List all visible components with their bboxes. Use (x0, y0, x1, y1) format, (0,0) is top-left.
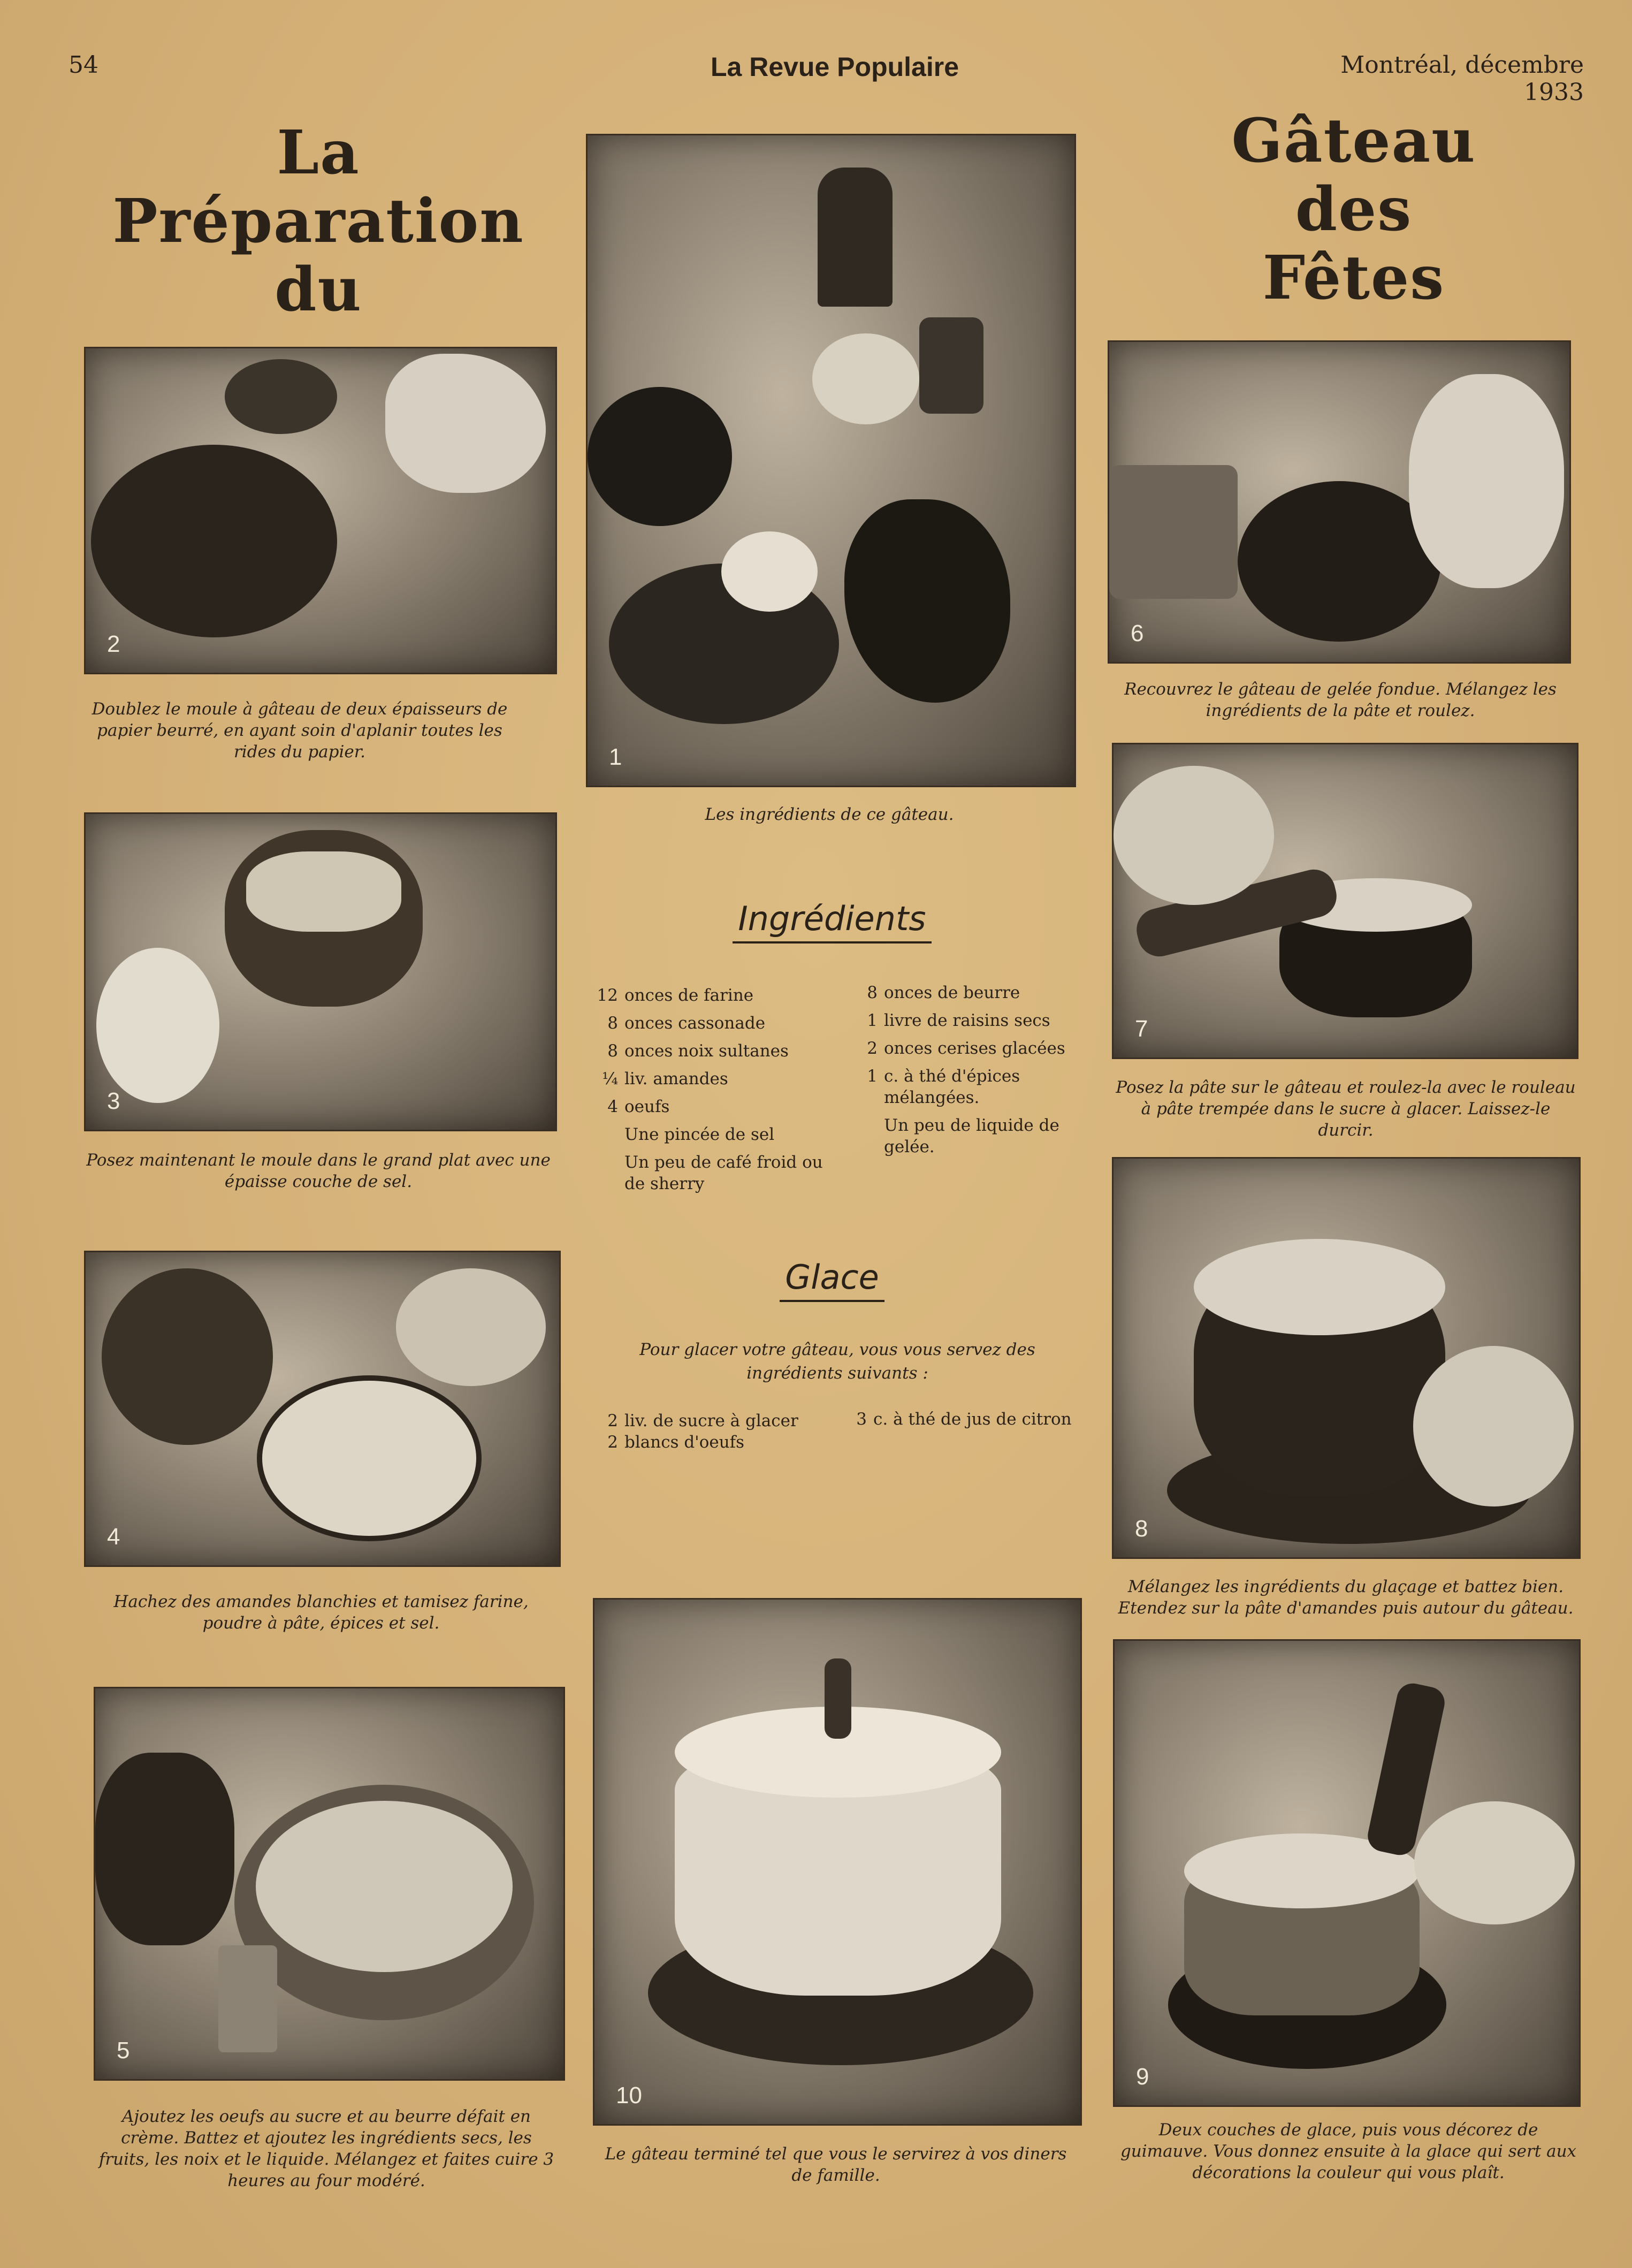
ingredient-qty: 1 (867, 1067, 878, 1086)
ingredient-row (591, 1096, 848, 1117)
dateline: Montréal, décembre 1933 (1340, 51, 1584, 106)
ingredient-qty: 1 (867, 1011, 878, 1030)
photo-number: 1 (609, 744, 622, 770)
ingredient-text: onces noix sultanes (624, 1041, 789, 1061)
ingredient-qty: 2 (867, 1039, 878, 1058)
ingredient-text: c. à thé d'épices mélangées. (884, 1067, 1020, 1107)
ingredient-row (591, 1124, 848, 1145)
ingredient-row (591, 1040, 848, 1062)
title-right-line: des (1295, 174, 1413, 245)
ingredient-row (851, 982, 1081, 1003)
ingredient-row (851, 1115, 1081, 1158)
photo-number: 9 (1136, 2064, 1149, 2090)
photo-step-7 (1112, 743, 1578, 1059)
ingredient-row (851, 1038, 1081, 1059)
caption-photo-7: Posez la pâte sur le gâteau et roulez-la avec le rouleau à pâte trempée dans le sucre à glacer. Laissez-le durcir. (1116, 1078, 1576, 1140)
photo-step-6 (1108, 340, 1571, 664)
title-left-line: La (277, 118, 360, 188)
photo-number: 7 (1135, 1016, 1148, 1042)
ingredient-qty: 3 (856, 1410, 867, 1429)
photo-number: 5 (117, 2037, 130, 2064)
photo-number: 4 (107, 1524, 120, 1550)
photo-ingredients (586, 134, 1076, 787)
ingredient-text: oeufs (624, 1097, 670, 1116)
photo-number: 6 (1131, 620, 1144, 646)
ingredient-qty (591, 1124, 624, 1145)
photo-step-8 (1112, 1157, 1581, 1559)
title-left-line: Préparation (112, 186, 524, 256)
title-right-line: Gâteau (1231, 106, 1476, 176)
ingredient-text: Un peu de café froid ou de sherry (624, 1153, 823, 1193)
photo-number: 10 (616, 2082, 642, 2109)
ingredient-row (591, 1013, 848, 1034)
ingredient-text: onces cerises glacées (884, 1039, 1065, 1058)
ingredient-qty: 8 (607, 1014, 618, 1033)
photo-step-5 (94, 1687, 565, 2081)
page-number: 54 (68, 51, 98, 79)
ingredient-row (591, 1410, 848, 1432)
ingredient-qty (591, 1152, 624, 1194)
ingredient-row (591, 1432, 848, 1453)
photo-step-2 (84, 347, 557, 674)
title-left-line: du (274, 255, 362, 325)
caption-photo-1: Les ingrédients de ce gâteau. (705, 805, 954, 824)
ingredient-text: Une pincée de sel (624, 1125, 775, 1144)
ingredient-qty: 8 (607, 1041, 618, 1061)
ingredient-row (851, 1065, 1081, 1108)
photo-number: 3 (107, 1088, 120, 1114)
ingredient-text: livre de raisins secs (884, 1011, 1050, 1030)
ingredient-row (591, 985, 848, 1006)
ingredient-row (591, 1152, 848, 1194)
photo-step-3 (84, 812, 557, 1131)
glace-heading-text: Glace (780, 1258, 884, 1302)
ingredient-qty: 12 (597, 986, 618, 1005)
title-right-line: Fêtes (1262, 243, 1445, 313)
photo-number: 2 (107, 631, 120, 657)
ingredient-qty: 2 (607, 1411, 618, 1430)
ingredients-heading (639, 899, 1025, 938)
ingredient-qty: 8 (867, 983, 878, 1002)
ingredients-list-left (591, 985, 848, 1201)
caption-photo-4: Hachez des amandes blanchies et tamisez farine, poudre à pâte, épices et sel. (113, 1592, 529, 1633)
ingredient-text: c. à thé de jus de citron (873, 1410, 1072, 1429)
photo-step-4 (84, 1251, 561, 1567)
glace-intro: Pour glacer votre gâteau, vous vous servez des ingrédients suivants : (639, 1340, 1035, 1383)
caption-photo-8: Mélangez les ingrédients du glaçage et battez bien. Etendez sur la pâte d'amandes puis autour du gâteau. (1118, 1577, 1574, 1618)
ingredients-list-right (851, 982, 1081, 1164)
ingredient-text: onces de beurre (884, 983, 1020, 1002)
glace-heading (639, 1258, 1025, 1297)
caption-photo-6: Recouvrez le gâteau de gelée fondue. Mélangez les ingrédients de la pâte et roulez. (1124, 680, 1557, 720)
glace-list-right (840, 1409, 1076, 1436)
title-right (1113, 107, 1595, 313)
ingredient-text: liv. de sucre à glacer (624, 1411, 798, 1430)
ingredient-text: blancs d'oeufs (624, 1433, 745, 1452)
ingredients-heading-text: Ingrédients (733, 899, 931, 943)
ingredient-text: Un peu de liquide de gelée. (884, 1116, 1059, 1156)
caption-photo-9: Deux couches de glace, puis vous décorez de guimauve. Vous donnez ensuite à la glace qui sert aux décorations la couleur qui vous plaît. (1120, 2120, 1577, 2182)
ingredient-row (840, 1409, 1076, 1430)
photo-number: 8 (1135, 1516, 1148, 1542)
ingredient-qty: 4 (607, 1097, 618, 1116)
ingredient-text: onces de farine (624, 986, 754, 1005)
ingredient-text: onces cassonade (624, 1014, 766, 1033)
photo-finished-cake (593, 1598, 1082, 2126)
ingredient-row (851, 1010, 1081, 1031)
caption-photo-10: Le gâteau terminé tel que vous le servirez à vos diners de famille. (605, 2144, 1067, 2185)
ingredient-text: liv. amandes (624, 1069, 728, 1089)
photo-step-9 (1113, 1639, 1581, 2107)
caption-photo-5: Ajoutez les oeufs au sucre et au beurre défait en crème. Battez et ajoutez les ingrédients secs, les fruits, les noix et le liquide. Mélangez et faites cuire 3 heures au four modéré. (98, 2107, 554, 2190)
ingredient-qty: ¼ (601, 1069, 618, 1089)
ingredient-qty: 2 (607, 1433, 618, 1452)
caption-photo-3: Posez maintenant le moule dans le grand plat avec une épaisse couche de sel. (86, 1151, 551, 1191)
masthead: La Revue Populaire (710, 52, 959, 82)
ingredient-qty (851, 1115, 884, 1158)
glace-list-left (591, 1410, 848, 1459)
title-left (75, 119, 562, 324)
caption-photo-2: Doublez le moule à gâteau de deux épaisseurs de papier beurré, en ayant soin d'aplanir toutes les rides du papier. (91, 699, 508, 762)
ingredient-row (591, 1068, 848, 1090)
